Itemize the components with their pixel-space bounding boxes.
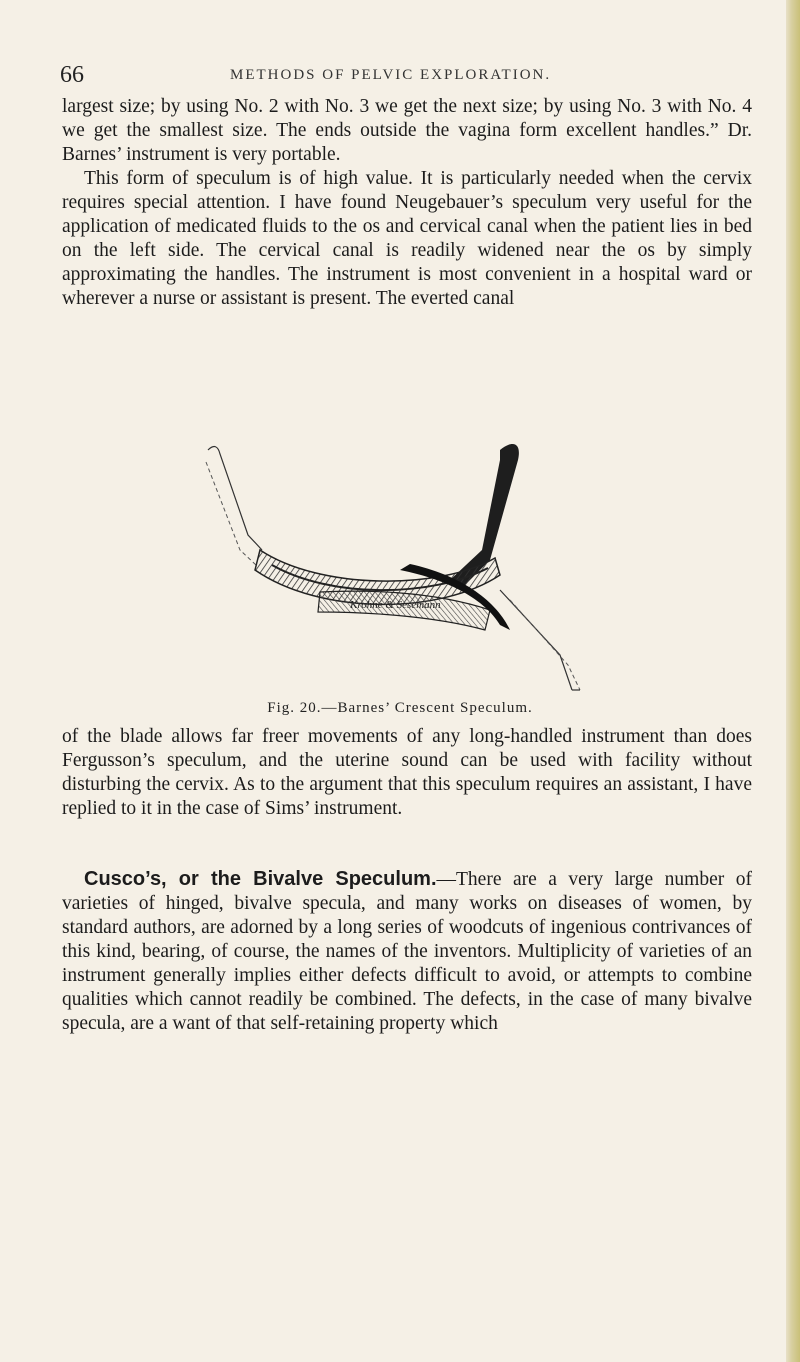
- paragraph-blade: of the blade allows far freer movements of any long-handled instrument than does Fergusson’s speculum, and the uterine sound can be used with facility without disturbing the cervix. As to the argument that this speculum requires an assistant, I have replied to it in the case of Sims’ instrument.: [62, 726, 752, 819]
- paragraph-cusco-indent: [62, 867, 752, 1036]
- figure-caption: Fig. 20.—Barnes’ Crescent Speculum.: [267, 700, 533, 716]
- page-edge: [786, 0, 800, 1362]
- paragraph-cusco: [62, 867, 752, 1036]
- paragraph-text: This form of speculum is of high value. It is particularly needed when the cervix requires special attention. I have found Neugebauer’s speculum very useful for the application of medicated fluids to the os and cervical canal when the patient lies in bed on the left side. The cervical canal is readily widened near the os by simply approximating the handles. The instrument is most convenient in a hospital ward or wherever a nurse or assistant is present. The everted canal: [62, 168, 752, 309]
- figure-crescent-speculum: [200, 440, 600, 695]
- page-number: 66: [60, 62, 84, 88]
- running-head-title: METHODS OF PELVIC EXPLORATION.: [230, 67, 552, 83]
- paragraph-cusco-body: —There are a very large number of varieties of hinged, bivalve specula, and many works on diseases of women, by standard authors, are adorned by a long series of woodcuts of ingenious contrivances of this kind, bearing, of course, the names of the inventors. Multiplicity of varieties of an instrument generally implies either defects difficult to avoid, or attempts to combine qualities which cannot readily be combined. The defects, in the case of many bivalve specula, are a want of that self-retaining property which: [62, 869, 752, 1034]
- running-head: [60, 62, 780, 92]
- paragraph-continuation: largest size; by using No. 2 with No. 3 we get the next size; by using No. 3 with No. 4 we get the smallest size. The ends outside the vagina form excellent handles.” Dr. Barnes’ instrument is very portable.: [62, 96, 752, 165]
- speculum-illustration: [200, 440, 600, 695]
- paragraph-speculum-value: [62, 167, 752, 311]
- section-heading-cusco: Cusco’s, or the Bivalve Speculum.: [84, 868, 437, 890]
- right-tail-outline: [500, 590, 572, 690]
- left-handle-outline: [208, 447, 262, 550]
- engraver-mark: Krohne & Sesemann: [350, 599, 441, 611]
